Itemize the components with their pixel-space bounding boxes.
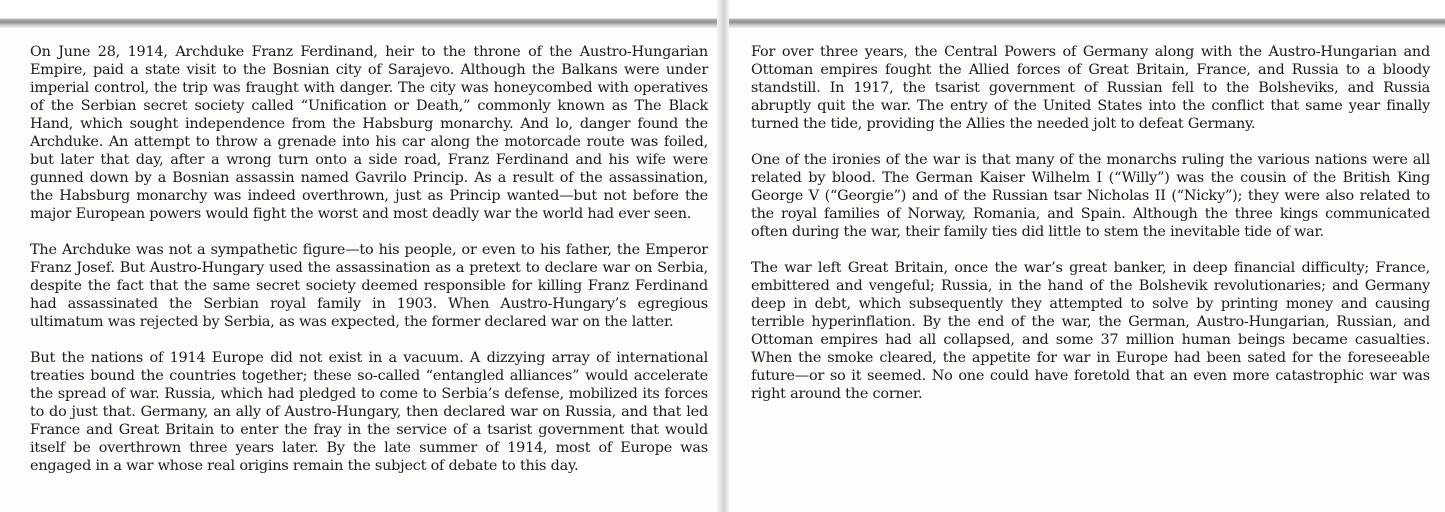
right-page-text — [751, 43, 1430, 403]
left-page — [0, 0, 718, 512]
paragraph-assassination: On June 28, 1914, Archduke Franz Ferdinand, heir to the throne of the Austro-Hungarian Empire, paid a state visit to the Bosnian city of Sarajevo. Although the Balkans were under imperial control, the trip was fraught with danger. The city was honeycombed with operatives of the Serbian secret society called “Unification or Death,” commonly known as The Black Hand, which sought independence from the Habsburg monarchy. And lo, danger found the Archduke. An attempt to throw a grenade into his car along the motorcade route was foiled, but later that day, after a wrong turn onto a side road, Franz Ferdinand and his wife were gunned down by a Bosnian assassin named Gavrilo Princip. As a result of the assassination, the Habsburg monarchy was indeed overthrown, just as Princip wanted—but not before the major European powers would fight the worst and most deadly war the world had ever seen. — [30, 44, 708, 222]
paragraph-monarchs: One of the ironies of the war is that many of the monarchs ruling the various nations were all related by blood. The German Kaiser Wilhelm I (“Willy”) was the cousin of the British King George V (“Georgie”) and of the Russian tsar Nicholas II (“Nicky”); they were also related to the royal families of Norway, Romania, and Spain. Although the three kings communicated often during the war, their family ties did little to stem the inevitable tide of war. — [751, 152, 1430, 240]
paragraph-central-powers: For over three years, the Central Powers of Germany along with the Austro-Hungarian and Ottoman empires fought the Allied forces of Great Britain, France, and Russia to a bloody standstill. In 1917, the tsarist government of Russian fell to the Bolsheviks, and Russia abruptly quit the war. The entry of the United States into the conflict that same year finally turned the tide, providing the Allies the needed jolt to defeat Germany. — [751, 44, 1430, 132]
left-page-text — [30, 43, 708, 475]
paragraph-aftermath: The war left Great Britain, once the war’s great banker, in deep financial difficulty; France, embittered and vengeful; Russia, in the hand of the Bolshevik revolutionaries; and Germany deep in debt, which subsequently they attempted to solve by printing money and causing terrible hyperinflation. By the end of the war, the German, Austro-Hungarian, Russian, and Ottoman empires had all collapsed, and some 37 million human beings became casualties. When the smoke cleared, the appetite for war in Europe had been sated for the foreseeable future—or so it seemed. No one could have foretold that an even more catastrophic war was right around the corner. — [751, 260, 1430, 402]
paragraph-archduke: The Archduke was not a sympathetic figure—to his people, or even to his father, the Emperor Franz Josef. But Austro-Hungary used the assassination as a pretext to declare war on Serbia, despite the fact that the same secret society deemed responsible for killing Franz Ferdinand had assassinated the Serbian royal family in 1903. When Austro-Hungary’s egregious ultimatum was rejected by Serbia, as was expected, the former declared war on the latter. — [30, 242, 708, 330]
paragraph-alliances: But the nations of 1914 Europe did not exist in a vacuum. A dizzying array of international treaties bound the countries together; these so-called “entangled alliances” would accelerate the spread of war. Russia, which had pledged to come to Serbia’s defense, mobilized its forces to do just that. Germany, an ally of Austro-Hungary, then declared war on Russia, and that led France and Great Britain to enter the fray in the service of a tsarist government that would itself be overthrown three years later. By the late summer of 1914, most of Europe was engaged in a war whose real origins remain the subject of debate to this day. — [30, 350, 708, 474]
right-page — [728, 0, 1445, 512]
